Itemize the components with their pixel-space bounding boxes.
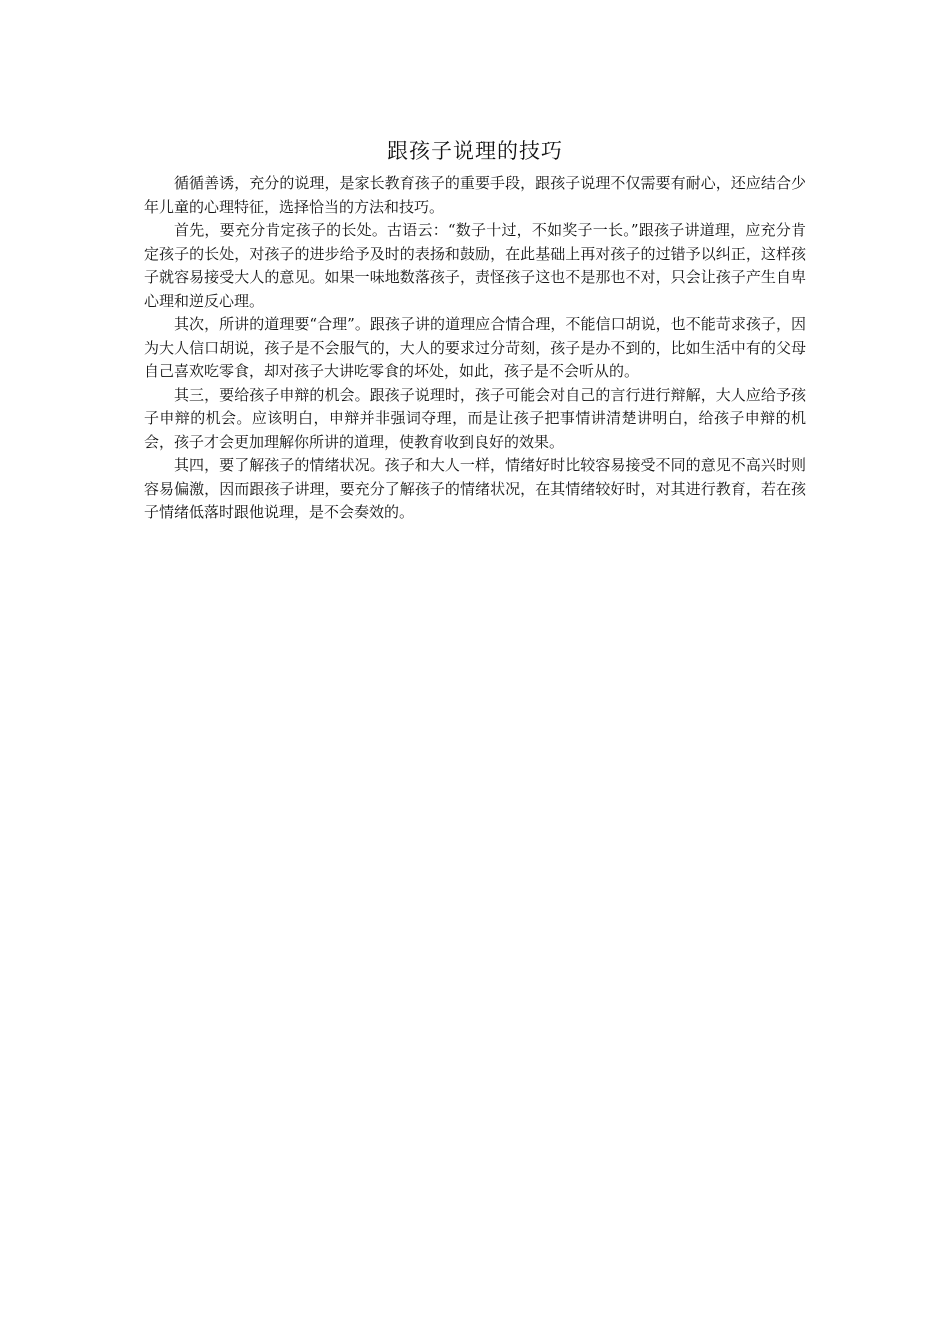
document-title: 跟孩子说理的技巧 <box>387 139 563 163</box>
paragraph-third-point: 其三，要给孩子申辩的机会。跟孩子说理时，孩子可能会对自己的言行进行辩解，大人应给予孩子申辩的机会。应该明白，申辩并非强词夺理，而是让孩子把事情讲清楚讲明白，给孩子申辩的机会，孩子才会更加理解你所讲的道理，使教育收到良好的效果。 <box>144 385 806 451</box>
paragraph-intro: 循循善诱，充分的说理，是家长教育孩子的重要手段，跟孩子说理不仅需要有耐心，还应结合少年儿童的心理特征，选择恰当的方法和技巧。 <box>144 174 806 216</box>
paragraph-fourth-point: 其四，要了解孩子的情绪状况。孩子和大人一样，情绪好时比较容易接受不同的意见不高兴时则容易偏激，因而跟孩子讲理，要充分了解孩子的情绪状况，在其情绪较好时，对其进行教育，若在孩子情绪低落时跟他说理，是不会奏效的。 <box>144 456 806 521</box>
paragraph-first-point: 首先，要充分肯定孩子的长处。古语云：“数子十过，不如奖子一长。”跟孩子讲道理，应充分肯定孩子的长处，对孩子的进步给予及时的表扬和鼓励，在此基础上再对孩子的过错予以纠正，这样孩子就容易接受大人的意见。如果一味地数落孩子，责怪孩子这也不是那也不对，只会让孩子产生自卑心理和逆反心理。 <box>144 221 806 310</box>
document-body <box>144 136 806 525</box>
paragraph-second-point: 其次，所讲的道理要“合理”。跟孩子讲的道理应合情合理，不能信口胡说，也不能苛求孩子，因为大人信口胡说，孩子是不会服气的，大人的要求过分苛刻，孩子是办不到的，比如生活中有的父母自己喜欢吃零食，却对孩子大讲吃零食的坏处，如此，孩子是不会听从的。 <box>144 315 806 380</box>
